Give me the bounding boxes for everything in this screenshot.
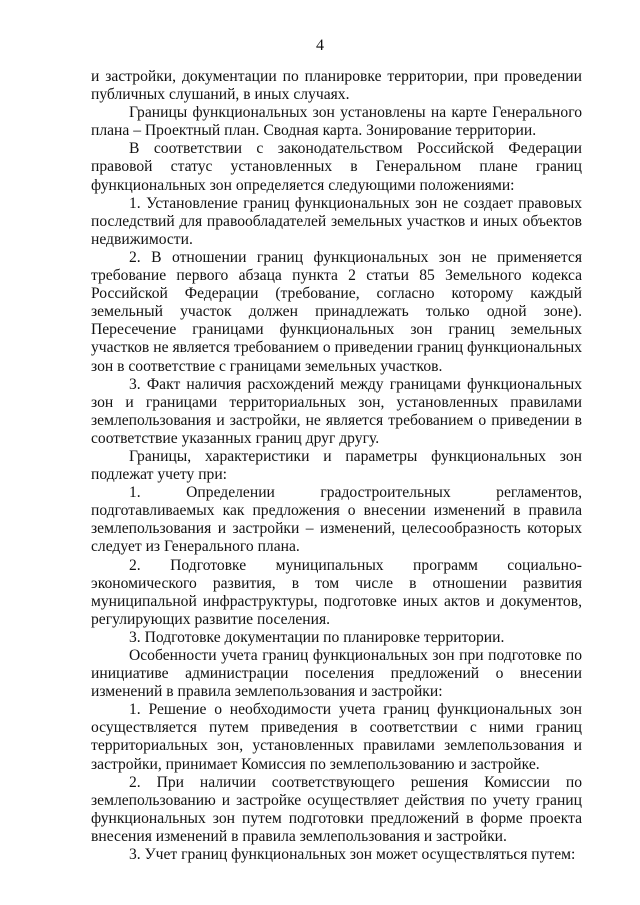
- paragraph-features-3: 3. Учет границ функциональных зон может осуществляться путем:: [129, 846, 576, 864]
- paragraph-features-intro: Особенности учета границ функциональных зон при подготовке по инициативе администрации поселения предложений о внесении изменений в правила землепользования и застройки:: [91, 647, 582, 701]
- page-number: 4: [316, 37, 324, 54]
- paragraph-provision-1: 1. Установление границ функциональных зон не создает правовых последствий для правообладателей земельных участков и иных объектов недвижимости.: [91, 194, 582, 248]
- paragraph-accounting-1: 1. Определении градостроительных регламентов, подготавливаемых как предложения о внесении изменений в правила землепользования и застройки – изменений, целесообразность которых следует из Генерального плана.: [91, 484, 582, 556]
- document-body: [91, 68, 582, 864]
- paragraph-accounting-3: 3. Подготовке документации по планировке территории.: [129, 628, 505, 646]
- paragraph-boundaries-map: Границы функциональных зон установлены на карте Генерального плана – Проектный план. Сводная карта. Зонирование территории.: [91, 104, 582, 140]
- paragraph-features-2: 2. При наличии соответствующего решения Комиссии по землепользованию и застройке осуществляет действия по учету границ функциональных зон путем подготовки предложений в форме проекта внесения изменений в правила землепользования и застройки.: [91, 773, 582, 845]
- paragraph-accounting-2: 2. Подготовке муниципальных программ социально-экономического развития, в том числе в отношении развития муниципальной инфраструктуры, подготовке иных актов и документов, регулирующих развитие поселения.: [91, 556, 582, 628]
- paragraph-provision-2: 2. В отношении границ функциональных зон не применяется требование первого абзаца пункта 2 статьи 85 Земельного кодекса Российской Федерации (требование, согласно которому каждый земельный участок должен принадлежать только одной зоне). Пересечение границами функциональных зон границ земельных участков не является требованием о приведении границ функциональных зон в соответствие с границами земельных участков.: [91, 248, 582, 375]
- paragraph-continuation: и застройки, документации по планировке территории, при проведении публичных слушаний, в иных случаях.: [91, 68, 582, 104]
- paragraph-legal-status: В соответствии с законодательством Российской Федерации правовой статус установленных в Генеральном плане границ функциональных зон определяется следующими положениями:: [91, 140, 582, 194]
- paragraph-features-1: 1. Решение о необходимости учета границ функциональных зон осуществляется путем приведения в соответствии с ними границ территориальных зон, установленных правилами землепользования и застройки, принимает Комиссия по землепользованию и застройке.: [91, 701, 582, 773]
- paragraph-accounting-intro: Границы, характеристики и параметры функциональных зон подлежат учету при:: [91, 447, 582, 484]
- paragraph-provision-3: 3. Факт наличия расхождений между границами функциональных зон и границами территориальных зон, установленных правилами землепользования и застройки, не является требованием о приведении в соответствие указанных границ друг другу.: [91, 375, 582, 447]
